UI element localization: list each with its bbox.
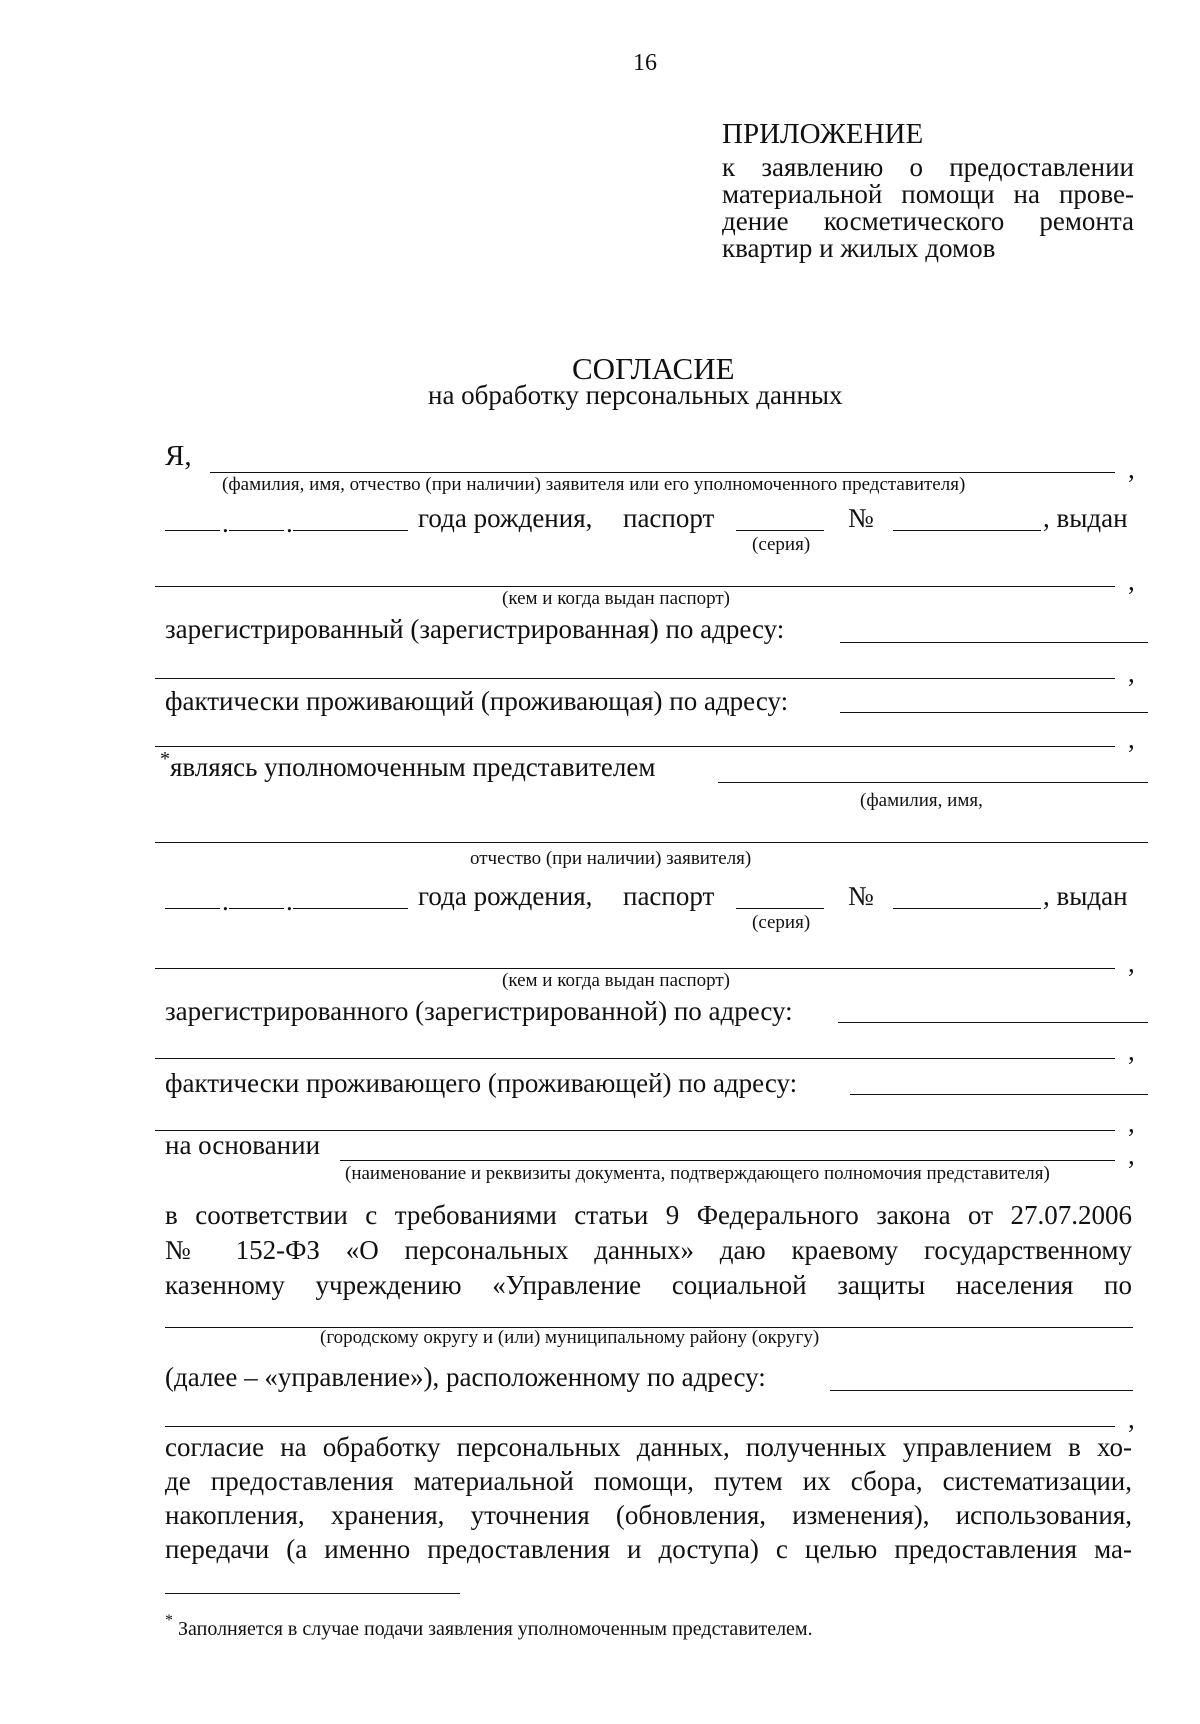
birth-year-label: года рождения,	[418, 881, 593, 911]
birth-year-field[interactable]	[293, 530, 408, 531]
line-comma: ,	[1128, 454, 1135, 484]
document-hint: (наименование и реквизиты документа, подтверждающего полномочия представителя)	[345, 1163, 1050, 1184]
body-line: накопления, хранения, уточнения (обновления, изменения), использования,	[165, 1500, 1132, 1530]
footnote-marker: *	[160, 748, 170, 770]
body-line: передачи (а именно предоставления и доступа) с целью предоставления ма-	[165, 1534, 1132, 1564]
line-comma: ,	[1128, 1108, 1135, 1138]
rep-registered-address-field[interactable]	[838, 1022, 1148, 1023]
appendix-line: квартир и жилых домов	[722, 233, 996, 263]
further-label: (далее – «управление»), расположенному по адресу:	[165, 1362, 766, 1392]
district-hint: (городскому округу и (или) муниципальному району (округу)	[320, 1327, 820, 1348]
representative-label: являясь уполномоченным представителем	[170, 752, 656, 782]
footnote-marker: *	[165, 1612, 173, 1629]
number-sign: №	[848, 881, 874, 911]
passport-label: паспорт	[623, 503, 715, 533]
rep-issued-by-field[interactable]	[155, 968, 1115, 969]
authority-document-field[interactable]	[340, 1160, 1115, 1161]
issued-label: , выдан	[1043, 881, 1128, 911]
birth-month-field[interactable]	[229, 530, 284, 531]
represented-fio-field[interactable]	[718, 782, 1148, 783]
rep-birth-month-field[interactable]	[229, 908, 284, 909]
document-subtitle: на обработку персональных данных	[428, 380, 843, 410]
rep-registered-address-field-2[interactable]	[155, 1058, 1115, 1059]
body-line: согласие на обработку персональных данных, полученных управлением в хо-	[165, 1432, 1132, 1462]
registered-rep-label: зарегистрированного (зарегистрированной) по адресу:	[165, 996, 793, 1026]
rep-fio-hint: (фамилия, имя,	[860, 790, 983, 811]
appendix-line: к заявлению о предоставлении	[722, 152, 1134, 182]
issued-label: , выдан	[1043, 503, 1128, 533]
rep-actual-address-field[interactable]	[850, 1094, 1148, 1095]
registered-label: зарегистрированный (зарегистрированная) по адресу:	[165, 614, 785, 644]
registered-address-field-2[interactable]	[155, 678, 1115, 679]
body-line: де предоставления материальной помощи, путем их сбора, систематизации,	[165, 1466, 1132, 1496]
birth-day-field[interactable]	[165, 530, 220, 531]
line-comma: ,	[1128, 1404, 1135, 1434]
birth-year-label: года рождения,	[418, 503, 593, 533]
series-hint: (серия)	[752, 912, 811, 933]
series-hint: (серия)	[752, 534, 811, 555]
registered-address-field[interactable]	[840, 642, 1148, 643]
issued-by-hint: (кем и когда выдан паспорт)	[502, 588, 731, 609]
line-comma: ,	[1128, 1140, 1135, 1170]
actual-address-field[interactable]	[840, 712, 1148, 713]
document-title: СОГЛАСИЕ	[572, 351, 735, 386]
actual-address-rep-label: фактически проживающего (проживающей) по адресу:	[165, 1068, 798, 1098]
footnote-separator	[165, 1593, 460, 1594]
passport-label: паспорт	[623, 881, 715, 911]
date-dot: .	[222, 886, 229, 916]
body-line: в соответствии с требованиями статьи 9 Федерального закона от 27.07.2006	[165, 1200, 1132, 1230]
actual-address-field-2[interactable]	[155, 746, 1115, 747]
body-line: казенному учреждению «Управление социальной защиты населения по	[165, 1270, 1132, 1300]
date-dot: .	[222, 508, 229, 538]
date-dot: .	[286, 508, 293, 538]
issued-by-field[interactable]	[155, 586, 1115, 587]
appendix-line: материальной помощи на прове-	[722, 179, 1134, 209]
passport-series-field[interactable]	[736, 530, 824, 531]
fio-hint: (фамилия, имя, отчество (при наличии) заявителя или его уполномоченного представителя)	[222, 474, 966, 495]
line-comma: ,	[1128, 1036, 1135, 1066]
passport-number-field[interactable]	[893, 530, 1041, 531]
line-comma: ,	[1128, 724, 1135, 754]
rep-fio-hint: отчество (при наличии) заявителя)	[470, 848, 752, 869]
line-comma: ,	[1128, 658, 1135, 688]
rep-birth-year-field[interactable]	[293, 908, 408, 909]
department-address-field-2[interactable]	[165, 1426, 1115, 1427]
department-address-field[interactable]	[830, 1390, 1133, 1391]
appendix-title: ПРИЛОЖЕНИЕ	[722, 118, 924, 150]
rep-birth-day-field[interactable]	[165, 908, 220, 909]
number-sign: №	[848, 503, 874, 533]
represented-fio-field-2[interactable]	[155, 842, 1148, 843]
line-comma: ,	[1128, 948, 1135, 978]
appendix-line: дение косметического ремонта	[722, 206, 1134, 236]
ya-label: Я,	[165, 440, 192, 472]
rep-passport-series-field[interactable]	[736, 908, 824, 909]
actual-address-label: фактически проживающий (проживающая) по адресу:	[165, 686, 789, 716]
rep-passport-number-field[interactable]	[893, 908, 1041, 909]
applicant-fio-field[interactable]	[210, 472, 1115, 473]
issued-by-hint: (кем и когда выдан паспорт)	[502, 970, 731, 991]
body-line: № 152-ФЗ «О персональных данных» даю краевому государственному	[165, 1235, 1132, 1265]
footnote-text: Заполняется в случае подачи заявления уполномоченным представителем.	[178, 1618, 813, 1640]
date-dot: .	[286, 886, 293, 916]
on-basis-label: на основании	[165, 1130, 321, 1160]
page-number: 16	[633, 50, 657, 76]
line-comma: ,	[1128, 566, 1135, 596]
